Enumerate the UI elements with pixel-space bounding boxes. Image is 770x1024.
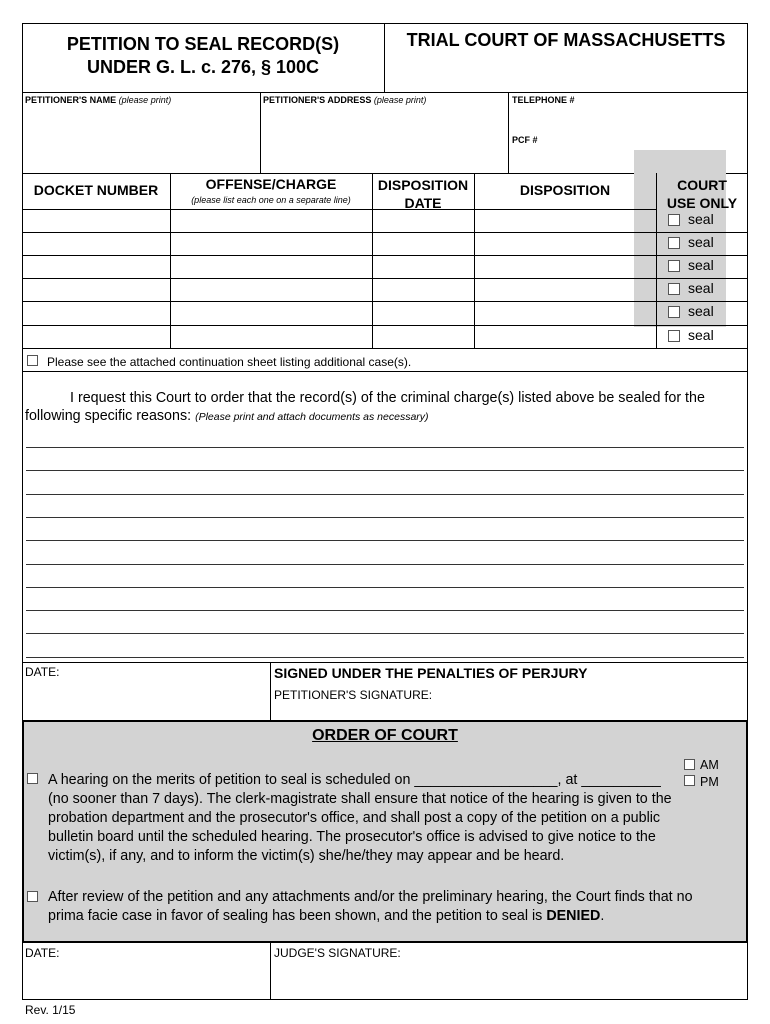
reason-line[interactable]: [26, 657, 744, 658]
petitioner-name-label: PETITIONER'S NAME (please print): [25, 95, 172, 105]
disposition-date-cell[interactable]: [373, 302, 474, 325]
docket-number-cell[interactable]: [22, 210, 170, 232]
continuation-checkbox[interactable]: [27, 355, 38, 366]
seal-label: seal: [688, 280, 714, 296]
reason-line[interactable]: [26, 564, 744, 565]
reason-line[interactable]: [26, 540, 744, 541]
offense-charge-cell[interactable]: [171, 210, 372, 232]
request-text-line1: I request this Court to order that the record(s) of the criminal charge(s) listed above be sealed for the: [70, 390, 705, 406]
form-title: [22, 33, 384, 79]
hearing-line4: bulletin board until the scheduled hearing. The prosecutor's office is advised to give notice to the: [48, 829, 656, 845]
disposition-cell[interactable]: [475, 279, 656, 301]
disposition-date-cell[interactable]: [373, 233, 474, 255]
reason-line[interactable]: [26, 494, 744, 495]
disposition-date-cell[interactable]: [373, 279, 474, 301]
docket-number-cell[interactable]: [22, 279, 170, 301]
pm-checkbox[interactable]: [684, 775, 695, 786]
petitioner-signature-label: PETITIONER'S SIGNATURE:: [274, 688, 433, 702]
seal-checkbox[interactable]: [668, 330, 680, 342]
docket-number-cell[interactable]: [22, 233, 170, 255]
hearing-line3: probation department and the prosecutor's office, and shall post a copy of the petition on a public: [48, 810, 661, 826]
reason-line[interactable]: [26, 610, 744, 611]
petitioner-signature-field[interactable]: [440, 684, 746, 718]
header-bottom-line: [22, 92, 748, 93]
col-disposition-date-line2: DATE: [404, 195, 442, 211]
disposition-date-cell[interactable]: [373, 256, 474, 278]
denied-line2: prima facie case in favor of sealing has been shown, and the petition to seal is DENIED.: [48, 908, 605, 924]
seal-label: seal: [688, 257, 714, 273]
seal-checkbox[interactable]: [668, 306, 680, 318]
continuation-text: Please see the attached continuation sheet listing additional case(s).: [47, 355, 412, 369]
hearing-line1: A hearing on the merits of petition to seal is scheduled on __________________, at __________: [48, 772, 661, 788]
reason-line[interactable]: [26, 633, 744, 634]
order-title: ORDER OF COURT: [312, 727, 458, 744]
perjury-statement: SIGNED UNDER THE PENALTIES OF PERJURY: [274, 665, 588, 681]
col-court-use-line1: COURT: [677, 177, 727, 193]
judge-date-field[interactable]: [22, 960, 270, 998]
col-disposition-date: [372, 176, 474, 212]
offense-charge-cell[interactable]: [171, 233, 372, 255]
form-title-line2: UNDER G. L. c. 276, § 100C: [86, 57, 320, 77]
reason-line[interactable]: [26, 517, 744, 518]
reason-line[interactable]: [26, 470, 744, 471]
seal-label: seal: [688, 327, 714, 343]
disposition-cell[interactable]: [475, 302, 656, 325]
petitioner-address-hint: (please print): [373, 95, 427, 105]
col-disposition-date-line1: DISPOSITION: [377, 177, 469, 193]
docket-number-cell[interactable]: [22, 302, 170, 325]
offense-charge-cell[interactable]: [171, 256, 372, 278]
name-address-divider: [260, 92, 261, 173]
offense-charge-cell[interactable]: [171, 279, 372, 301]
disposition-date-cell[interactable]: [373, 326, 474, 348]
seal-checkbox[interactable]: [668, 237, 680, 249]
disposition-cell[interactable]: [475, 210, 656, 232]
col-divider-4: [656, 173, 657, 348]
judge-signature-field[interactable]: [272, 962, 746, 998]
denied-checkbox[interactable]: [27, 891, 38, 902]
col-court-use-only: [656, 176, 748, 212]
request-text-line2: following specific reasons: (Please print and attach documents as necessary): [25, 408, 429, 424]
petition-date-label: DATE:: [25, 665, 60, 679]
disposition-cell[interactable]: [475, 326, 656, 348]
col-offense-hint: (please list each one on a separate line): [191, 195, 351, 205]
signature-top-line: [22, 662, 748, 663]
judge-divider: [270, 943, 271, 1000]
seal-label: seal: [688, 303, 714, 319]
address-phone-divider: [508, 92, 509, 173]
offense-charge-cell[interactable]: [171, 326, 372, 348]
form-title-line1: PETITION TO SEAL RECORD(S): [66, 34, 340, 54]
telephone-field[interactable]: [510, 106, 746, 132]
col-offense-charge: OFFENSE/CHARGE: [205, 176, 337, 192]
hearing-line2: (no sooner than 7 days). The clerk-magistrate shall ensure that notice of the hearing is given to the: [48, 791, 672, 807]
judge-date-label: DATE:: [25, 946, 60, 960]
pcf-label: PCF #: [512, 135, 538, 145]
seal-checkbox[interactable]: [668, 283, 680, 295]
petitioner-address-label: PETITIONER'S ADDRESS (please print): [263, 95, 427, 105]
pm-label: PM: [700, 775, 719, 789]
table-bottom-line: [22, 348, 748, 349]
denied-line1: After review of the petition and any attachments and/or the preliminary hearing, the Court finds that no: [48, 889, 693, 905]
col-docket-number: DOCKET NUMBER: [33, 182, 159, 198]
seal-checkbox[interactable]: [668, 260, 680, 272]
seal-label: seal: [688, 234, 714, 250]
am-checkbox[interactable]: [684, 759, 695, 770]
reason-line[interactable]: [26, 447, 744, 448]
disposition-cell[interactable]: [475, 256, 656, 278]
petitioner-address-field[interactable]: [262, 106, 506, 172]
signature-divider: [270, 662, 271, 720]
petitioner-name-hint: (please print): [118, 95, 172, 105]
hearing-line5: victim(s), if any, and to inform the victim(s) she/he/they may appear and be heard.: [48, 848, 565, 864]
revision-label: Rev. 1/15: [25, 1003, 76, 1017]
disposition-date-cell[interactable]: [373, 210, 474, 232]
continuation-bottom-line: [22, 371, 748, 372]
judge-signature-label: JUDGE'S SIGNATURE:: [274, 946, 401, 960]
am-label: AM: [700, 758, 719, 772]
col-court-use-line2: USE ONLY: [666, 195, 738, 211]
seal-checkbox[interactable]: [668, 214, 680, 226]
docket-number-cell[interactable]: [22, 326, 170, 348]
petition-date-field[interactable]: [22, 680, 270, 720]
reason-line[interactable]: [26, 587, 744, 588]
docket-number-cell[interactable]: [22, 256, 170, 278]
petitioner-name-field[interactable]: [22, 106, 260, 172]
disposition-cell[interactable]: [475, 233, 656, 255]
court-name: TRIAL COURT OF MASSACHUSETTS: [406, 30, 726, 50]
request-hint: (Please print and attach documents as necessary): [195, 411, 429, 423]
seal-label: seal: [688, 211, 714, 227]
col-disposition: DISPOSITION: [519, 182, 611, 198]
offense-charge-cell[interactable]: [171, 302, 372, 325]
hearing-checkbox[interactable]: [27, 773, 38, 784]
telephone-label: TELEPHONE #: [512, 95, 575, 105]
denied-word: DENIED: [546, 908, 601, 924]
